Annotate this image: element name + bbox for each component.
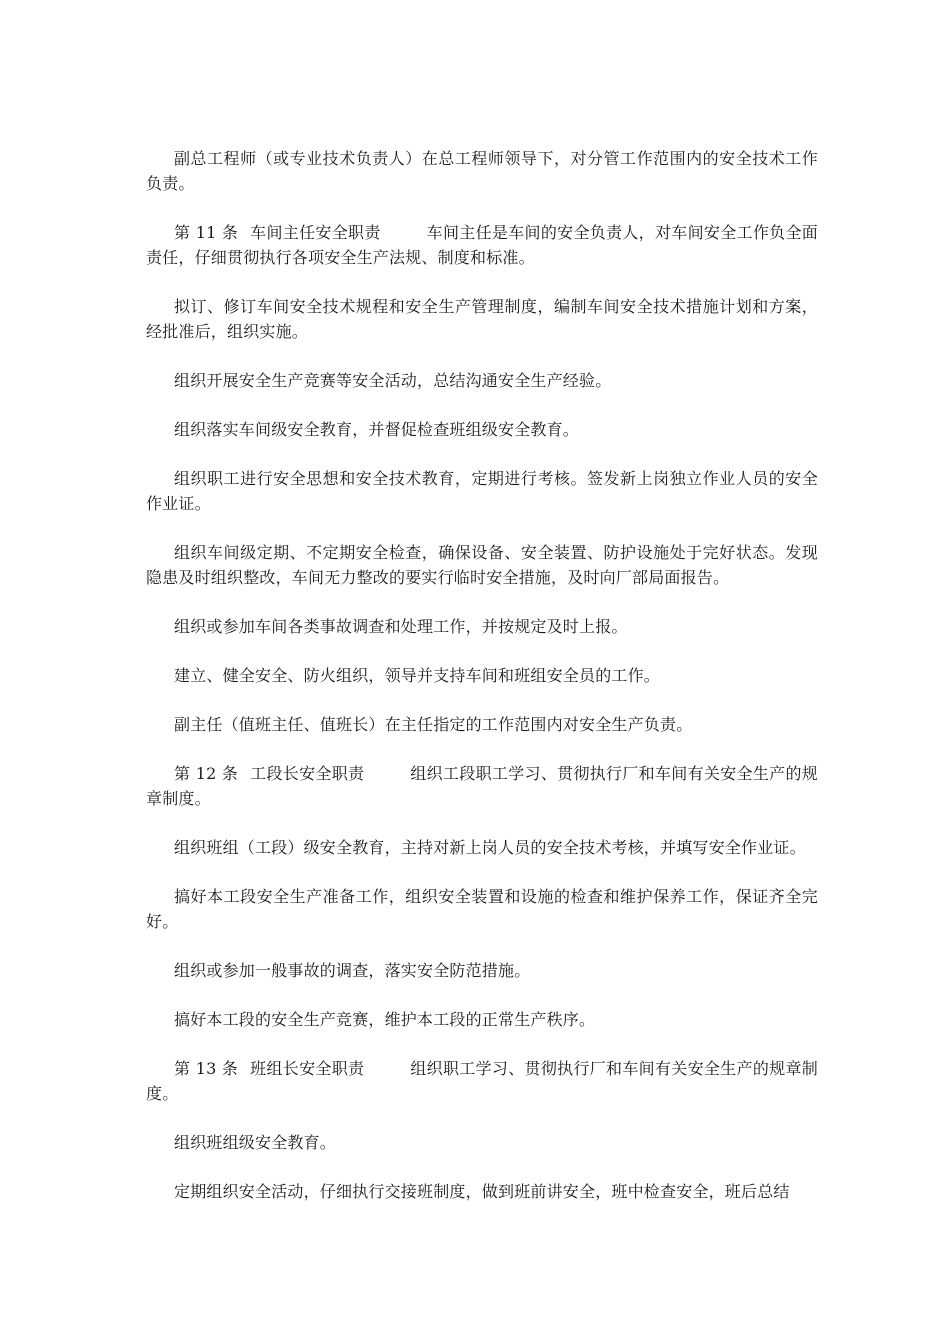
article-paragraph [146,1056,818,1106]
paragraph: 搞好本工段安全生产准备工作，组织安全装置和设施的检查和维护保养工作，保证齐全完好。 [146,887,818,931]
article-title: 班组长安全职责 [250,1059,365,1078]
document-page [146,146,818,1204]
paragraph: 建立、健全安全、防火组织，领导并支持车间和班组安全员的工作。 [174,666,661,685]
article-number: 第 12 条 [174,764,239,783]
paragraph: 拟订、修订车间安全技术规程和安全生产管理制度，编制车间安全技术措施计划和方案，经批准后，组织实施。 [146,297,818,341]
paragraph: 组织开展安全生产竞赛等安全活动，总结沟通安全生产经验。 [174,371,612,390]
article-title: 车间主任安全职责 [250,223,381,242]
article-title: 工段长安全职责 [250,764,365,783]
article-text: 车间主任是车间的安全负责人，对车间安全工作负全面责任，仔细贯彻执行各项安全生产法规、制度和标准。 [146,223,818,267]
article-number: 第 13 条 [174,1059,239,1078]
article-paragraph [146,761,818,811]
paragraph: 副总工程师（或专业技术负责人）在总工程师领导下，对分管工作范围内的安全技术工作负责。 [146,149,818,193]
paragraph: 组织或参加车间各类事故调查和处理工作，并按规定及时上报。 [174,617,628,636]
paragraph: 搞好本工段的安全生产竞赛，维护本工段的正常生产秩序。 [174,1010,596,1029]
paragraph: 组织车间级定期、不定期安全检查，确保设备、安全装置、防护设施处于完好状态。发现隐患及时组织整改，车间无力整改的要实行临时安全措施，及时向厂部局面报告。 [146,543,818,587]
paragraph: 组织或参加一般事故的调查，落实安全防范措施。 [174,961,531,980]
paragraph: 定期组织安全活动，仔细执行交接班制度，做到班前讲安全，班中检查安全，班后总结 [174,1182,790,1201]
article-text: 组织工段职工学习、贯彻执行厂和车间有关安全生产的规章制度。 [146,764,818,808]
paragraph: 组织职工进行安全思想和安全技术教育，定期进行考核。签发新上岗独立作业人员的安全作业证。 [146,469,818,513]
article-number: 第 11 条 [174,223,239,242]
paragraph: 副主任（值班主任、值班长）在主任指定的工作范围内对安全生产负责。 [174,715,693,734]
paragraph: 组织班组（工段）级安全教育，主持对新上岗人员的安全技术考核，并填写安全作业证。 [174,838,806,857]
article-text: 组织职工学习、贯彻执行厂和车间有关安全生产的规章制度。 [146,1059,818,1103]
paragraph: 组织班组级安全教育。 [174,1133,337,1152]
paragraph: 组织落实车间级安全教育，并督促检查班组级安全教育。 [174,420,580,439]
article-paragraph [146,220,818,270]
